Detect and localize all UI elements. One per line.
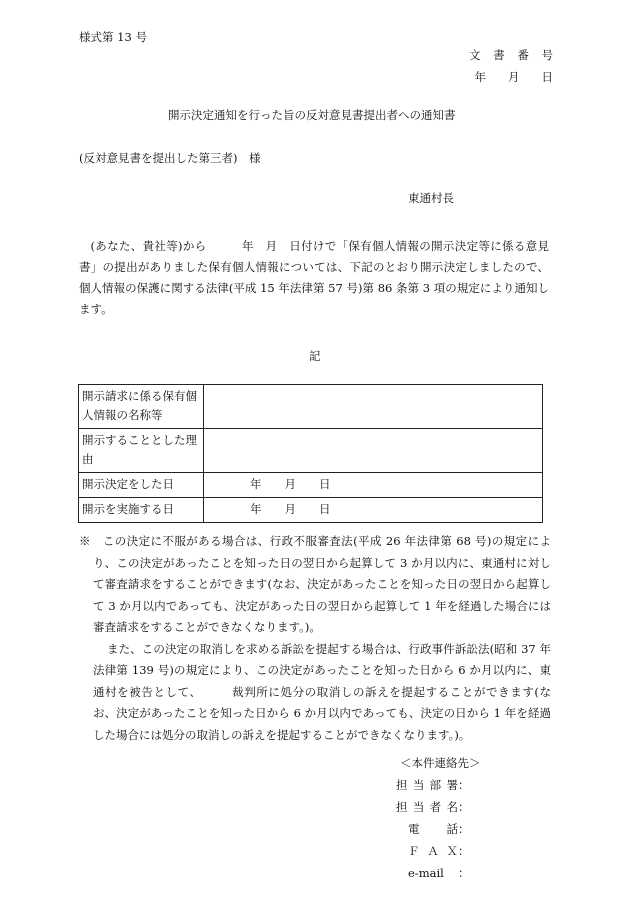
table-label: 開示決定をした日 [79, 473, 204, 498]
contact-block [396, 752, 506, 884]
contact-row [396, 774, 506, 796]
document-date [469, 69, 553, 91]
contact-colon: ： [458, 778, 470, 792]
document-title: 開示決定通知を行った旨の反対意見書提出者への通知書 [168, 108, 456, 122]
appeal-note [79, 531, 551, 746]
contact-label: e-mail [408, 866, 444, 880]
document-number-block [469, 47, 553, 91]
date-day: 日 [541, 70, 553, 84]
doc-number-char: 文 [469, 48, 481, 62]
contact-colon: ： [458, 866, 470, 880]
contact-row [396, 818, 506, 840]
table-row [79, 429, 543, 473]
table-label: 開示することとした理由 [79, 429, 204, 473]
document-number-label [469, 47, 553, 69]
table-value [204, 385, 543, 429]
contact-label: ＦＡＸ [408, 844, 458, 858]
date-year: 年 [474, 70, 486, 84]
doc-number-text [469, 47, 553, 69]
note-paragraph-1: ※ この決定に不服がある場合は、行政不服審査法(平成 26 年法律第 68 号)の規定により、この決定があったことを知った日の翌日から起算して 3 か月以内に、東通村に対して審査請求をすることができます(なお、決定があったことを知った日の翌日から起算して 3 か月以内であっても、決定があった日の翌日から起算して 1 年を経過した場合には審査請求をすることができなくなります。)。 [79, 534, 551, 634]
contact-colon: ： [458, 800, 470, 814]
form-number: 様式第 13 号 [79, 30, 147, 44]
sender: 東通村長 [408, 191, 454, 205]
table-value: 年 月 日 [250, 477, 331, 491]
table-label: 開示請求に係る保有個人情報の名称等 [79, 385, 204, 429]
contact-row [396, 796, 506, 818]
table-value [204, 429, 543, 473]
doc-number-char: 番 [517, 48, 529, 62]
info-table [78, 384, 543, 523]
contact-colon: ： [458, 822, 470, 836]
body-text [79, 236, 549, 320]
table-row [79, 385, 543, 429]
contact-row [396, 862, 506, 884]
contact-label: 担当部署 [396, 778, 458, 792]
table-row [79, 473, 543, 498]
table-row [79, 498, 543, 523]
note-paragraph-2: また、この決定の取消しを求める訴訟を提起する場合は、行政事件訴訟法(昭和 37 年法律第 139 号)の規定により、この決定があったことを知った日から 6 か月以内に、東通村を被告として、 裁判所に処分の取消しの訴えを提起することができます(なお、決定があったことを知った日から 6 か月以内であっても、決定の日から 1 年を経過した場合には処分の取消しの訴えを提起することができなくなります。)。 [93, 641, 551, 742]
contact-colon: ： [458, 844, 470, 858]
contact-label: 電 話 [408, 822, 458, 836]
contact-header: ＜本件連絡先＞ [400, 756, 481, 770]
addressee: (反対意見書を提出した第三者) 様 [79, 151, 261, 165]
table-label: 開示を実施する日 [79, 498, 204, 523]
ki-mark: 記 [309, 349, 321, 363]
date-month: 月 [508, 70, 520, 84]
body-paragraph: (あなた、貴社等)から 年 月 日付けで「保有個人情報の開示決定等に係る意見書」の提出がありました保有個人情報については、下記のとおり開示決定しましたので、個人情報の保護に関する法律(平成 15 年法律第 57 号)第 86 条第 3 項の規定により通知します。 [79, 239, 549, 316]
doc-number-char: 書 [493, 48, 505, 62]
doc-number-char: 号 [541, 48, 553, 62]
table-value: 年 月 日 [250, 502, 331, 516]
contact-label: 担当者名 [396, 800, 458, 814]
contact-row [396, 840, 506, 862]
